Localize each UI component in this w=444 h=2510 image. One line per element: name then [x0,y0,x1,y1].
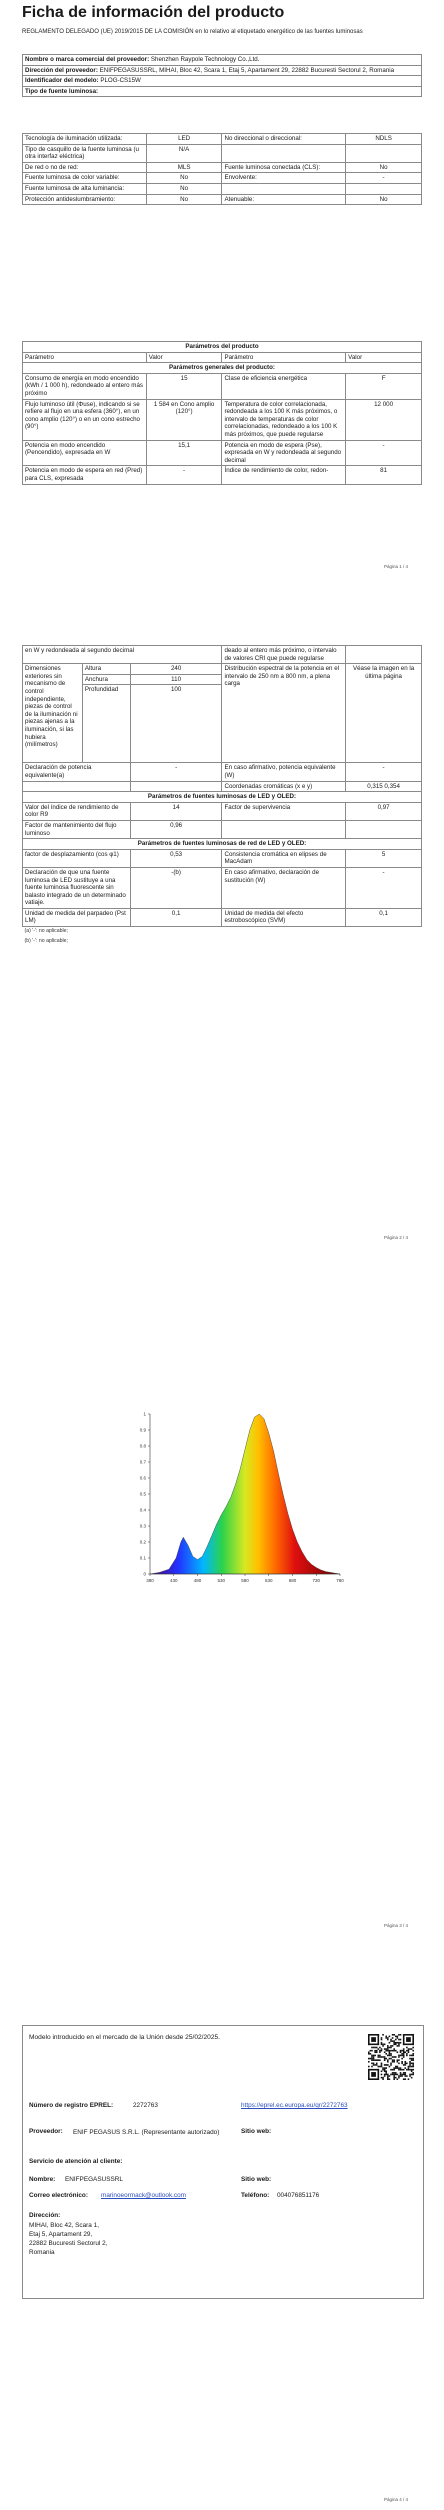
led-params-rows [23,802,422,838]
page-number: Página 3 / 4 [383,1923,408,1928]
param-value [346,820,422,838]
param-label: Unidad de medida del efecto estroboscópico (SVM) [222,908,346,926]
page-number: Página 4 / 4 [383,2497,408,2502]
page-2 [0,645,444,1250]
param-label: Potencia en modo de espera en red (Pred) para CLS, expresada [23,466,147,484]
param-label: Valor del índice de rendimiento de color R9 [23,802,131,820]
dim-value: 240 [130,664,222,675]
param-label: Atenuable: [222,194,346,205]
param-value: - [346,173,422,184]
param-label: factor de desplazamiento (cos φ1) [23,849,131,867]
page-number: Página 1 / 4 [383,564,408,569]
supplier-name-label: Nombre o marca comercial del proveedor: [25,56,150,63]
param-value: No [346,162,422,173]
dim-name: Anchura [82,674,130,685]
x-tick-label: 730 [312,1578,321,1583]
param-row [23,373,422,399]
param-label: No direccional o direccional: [222,134,346,145]
param-row [23,194,422,205]
param-label: De red o no de red: [23,162,147,173]
param-value: - [146,466,222,484]
address-line: Etaj 5, Apartament 29, [29,2231,93,2238]
x-tick-label: 480 [193,1578,202,1583]
dim-value: 110 [130,674,222,685]
y-tick-label: 0.6 [139,1475,146,1481]
spectral-distribution-label: Distribución espectral de la potencia en el intervalo de 250 nm a 800 nm, a plena carga [222,664,346,763]
col-param-header: Parámetro [23,352,147,363]
spectral-distribution-value: Véase la imagen en la última página [346,664,422,763]
param-row [23,440,422,466]
param-label: Fuente luminosa de color variable: [23,173,147,184]
provider-value: ENIF PEGASUS S.R.L. (Representante autorizado) [73,2129,220,2136]
phone-value: 004076851176 [277,2192,320,2199]
col-value-header-2: Valor [346,352,422,363]
params-table-p2 [22,645,422,946]
param-value: F [346,373,422,399]
eprel-info-box [22,2025,424,2299]
param-value: 0,1 [346,908,422,926]
param-value: NDLS [346,134,422,145]
param-label: Potencia en modo encendido (Pencendido), expresada en W [23,440,147,466]
param-label: Declaración de potencia equivalente(a) [23,763,131,781]
col-param-header-2: Parámetro [222,352,346,363]
param-value [346,144,422,162]
x-tick-label: 630 [264,1578,273,1583]
param-value: N/A [146,144,222,162]
param-value: - [346,440,422,466]
name-label: Nombre: [29,2176,56,2183]
param-row [23,399,422,440]
continued-left: en W y redondeada al segundo decimal [23,646,222,664]
y-tick-label: 0.3 [139,1523,146,1529]
eprel-link[interactable]: https://eprel.ec.europa.eu/qr/2272763 [241,2102,348,2109]
address-line: 22882 Bucuresti Sectorul 2, [29,2240,108,2247]
params-table-p1 [22,341,422,485]
param-row [23,763,422,781]
general-params-rows [23,373,422,484]
param-label: En caso afirmativo, potencia equivalente (W) [222,763,346,781]
page-3 [0,1340,444,1935]
param-label: Fuente luminosa de alta luminancia: [23,183,147,194]
spectral-chart [0,1400,444,1600]
page-1 [0,0,444,575]
param-value: 15,1 [146,440,222,466]
col-value-header: Valor [146,352,222,363]
extra-params-rows [23,763,422,792]
param-value: 5 [346,849,422,867]
param-value: 15 [146,373,222,399]
param-row [23,781,422,792]
param-label: Declaración de que una fuente luminosa de LED sustituye a una fuente luminosa fluorescente sin balasto integrado de un determinado vatiaje. [23,867,131,908]
param-label: Factor de supervivencia [222,802,346,820]
param-value: 0,96 [130,820,222,838]
param-label: Consumo de energía en modo encendido (kWh / 1 000 h), redondeado al entero más próximo [23,373,147,399]
param-label: Índice de rendimiento de color, redon- [222,466,346,484]
eprel-value: 2272763 [133,2102,158,2109]
phone-label: Teléfono: [241,2192,270,2199]
continued-right: deado al entero más próximo, o intervalo de valores CRI que puede regularse [222,646,346,664]
y-tick-label: 0.8 [139,1443,146,1449]
param-value: No [146,173,222,184]
supplier-address-label: Dirección del proveedor: [25,66,98,74]
y-tick-label: 0.5 [139,1491,146,1497]
model-value: PLOG-CS15W [100,77,141,85]
param-value: 81 [346,466,422,484]
document-title: Ficha de información del producto [22,4,285,21]
param-label: Tecnología de iluminación utilizada: [23,134,147,145]
name-value: ENIFPEGASUSSRL [65,2176,123,2183]
param-row [23,144,422,162]
param-row [23,466,422,484]
dim-value: 100 [130,685,222,763]
eprel-label: Número de registro EPREL: [29,2102,114,2109]
spectrum-area [150,1414,340,1574]
param-label: Unidad de medida del parpadeo (Pst LM) [23,908,131,926]
supplier-address-value: ENIFPEGASUSSRL, MIHAI, Bloc 42, Scara 1, Etaj 5, Apartament 29, 22882 Bucuresti Sectorul 2, Romania [99,66,395,74]
supplier-name-cell [23,55,422,66]
email-label: Correo electrónico: [29,2192,88,2199]
param-label: Factor de mantenimiento del flujo luminoso [23,820,131,838]
address-line: MIHAI, Bloc 42, Scara 1, [29,2222,99,2229]
param-label [222,144,346,162]
param-row [23,820,422,838]
param-label: Fuente luminosa conectada (CLS): [222,162,346,173]
param-value: 0,1 [130,908,222,926]
provider-label: Proveedor: [29,2128,63,2135]
param-value [346,183,422,194]
param-row [23,134,422,145]
param-value: - [346,763,422,781]
y-tick-label: 0.9 [139,1427,146,1433]
model-cell [23,76,422,87]
param-label: Tipo de casquillo de la fuente luminosa (u otra interfaz eléctrica) [23,144,147,162]
dimensions-label: Dimensiones exteriores sin mecanismo de control independiente, piezas de control de la iluminación ni piezas ajenas a la iluminación, si las hubiera (milímetros) [23,664,83,763]
param-label [23,781,131,792]
param-label [222,820,346,838]
param-label: Temperatura de color correlacionada, redondeada a los 100 K más próximos, o intervalo de temperaturas de color correlacionadas, redondeado a los 100 K más próximos, que puede regularse [222,399,346,440]
document-subtitle: REGLAMENTO DELEGADO (UE) 2019/2015 DE LA COMISIÓN en lo relativo al etiquetado energético de las fuentes luminosas [22,29,363,35]
general-params-title: Parámetros generales del producto: [23,363,422,374]
footnote-b: (b) '-': no aplicable; [24,937,69,944]
param-label: Clase de eficiencia energética [222,373,346,399]
param-label: Envolvente: [222,173,346,184]
page-number: Página 2 / 4 [383,1235,408,1240]
x-tick-label: 580 [241,1578,249,1583]
qr-code-icon [368,2034,414,2080]
mains-params-rows [23,849,422,926]
light-type-rows [23,134,422,205]
address-line: Romania [29,2249,55,2256]
mains-params-title: Parámetros de fuentes luminosas de red de LED y OLED: [23,839,422,850]
y-tick-label: 1 [143,1411,146,1417]
y-tick-label: 0.4 [139,1507,146,1513]
param-value: No [346,194,422,205]
param-value: No [146,183,222,194]
param-label: Flujo luminoso útil (Φuse), indicando si se refiere al flujo en una esfera (360°), en un cono amplio (120°) o en un cono estrecho (90°) [23,399,147,440]
x-tick-label: 780 [336,1578,344,1583]
param-value: LED [146,134,222,145]
continued-right-value [346,646,422,664]
param-label: En caso afirmativo, declaración de sustitución (W) [222,867,346,908]
param-value: 14 [130,802,222,820]
param-row [23,908,422,926]
x-tick-label: 680 [288,1578,297,1583]
param-row [23,867,422,908]
param-value: No [146,194,222,205]
params-section-title: Parámetros del producto [23,342,422,353]
x-tick-label: 380 [146,1578,154,1583]
param-value: 12 000 [346,399,422,440]
param-row [23,162,422,173]
light-type-label: Tipo de fuente luminosa: [23,86,422,97]
dim-name: Profundidad [82,685,130,763]
supplier-name-value: Shenzhen Raypole Technology Co.,Ltd. [150,56,260,63]
supplier-address-cell [23,65,422,76]
param-value [130,781,222,792]
param-value: 0,315 0,354 [346,781,422,792]
email-value[interactable]: marinoeormack@outlook.com [101,2192,186,2199]
param-value: - [346,867,422,908]
x-tick-label: 430 [169,1578,178,1583]
model-label: Identificador del modelo: [25,77,99,85]
param-row [23,802,422,820]
param-row [23,173,422,184]
param-label: Potencia en modo de espera (Pse), expresada en W y redondeada al segundo decimal [222,440,346,466]
x-tick-label: 530 [217,1578,226,1583]
address-label: Dirección: [29,2212,61,2219]
led-params-title: Parámetros de fuentes luminosas de LED y OLED: [23,792,422,803]
param-label: Consistencia cromática en elipses de MacAdam [222,849,346,867]
param-row [23,849,422,867]
y-tick-label: 0.2 [139,1539,146,1545]
param-value: 1 584 en Cono amplio (120°) [146,399,222,440]
market-intro-text: Modelo introducido en el mercado de la Unión desde 25/02/2025. [29,2034,220,2041]
y-tick-label: 0 [143,1571,146,1577]
footnote-a: (a) '-': no aplicable; [24,928,69,935]
service-title: Servicio de atención al cliente: [29,2158,123,2165]
param-value: MLS [146,162,222,173]
param-value: -(b) [130,867,222,908]
light-type-table [22,133,422,205]
website-label-2: Sitio web: [241,2176,272,2183]
supplier-table [22,54,422,97]
param-label: Protección antideslumbramiento: [23,194,147,205]
param-value: 0,97 [346,802,422,820]
param-value: 0,53 [130,849,222,867]
page-4 [0,2015,444,2510]
param-label [222,183,346,194]
y-tick-label: 0.7 [139,1459,146,1465]
param-row [23,183,422,194]
y-tick-label: 0.1 [139,1555,146,1561]
dim-name: Altura [82,664,130,675]
param-label: Coordenadas cromáticas (x e y) [222,781,346,792]
website-label: Sitio web: [241,2128,272,2135]
param-value: - [130,763,222,781]
